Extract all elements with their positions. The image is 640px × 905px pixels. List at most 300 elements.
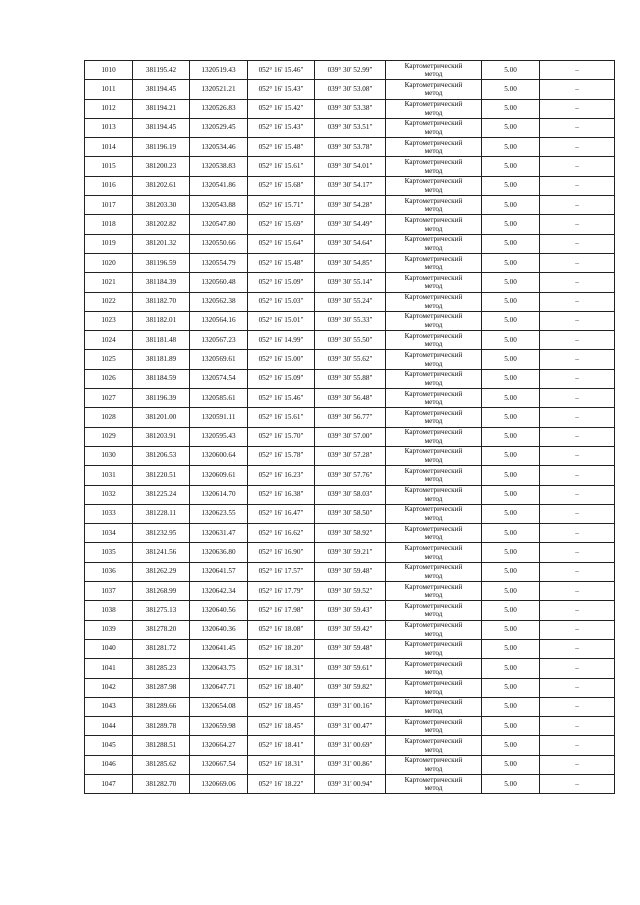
blank-cell: – [540,562,615,581]
point-number-cell: 1031 [85,466,133,485]
point-number-cell: 1033 [85,504,133,523]
latitude-cell: 052° 16' 14.99" [248,331,315,350]
point-number-cell: 1040 [85,639,133,658]
longitude-cell: 039° 30' 54.28" [315,196,386,215]
method-line-1: Картометрический [404,428,463,437]
method-cell [386,601,482,620]
method-line-2: метод [424,185,443,194]
accuracy-cell: 5.00 [482,504,540,523]
blank-cell: – [540,543,615,562]
coord-x-cell: 381184.39 [133,273,190,292]
coord-y-cell: 1320541.86 [190,176,248,195]
method-line-2: метод [424,475,443,484]
point-number-cell: 1030 [85,446,133,465]
method-line-1: Картометрический [404,312,463,321]
point-number-cell: 1041 [85,659,133,678]
method-line-1: Картометрический [404,698,463,707]
table-row [85,350,615,369]
method-line-1: Картометрический [404,466,463,475]
method-line-2: метод [424,166,443,175]
table-row [85,389,615,408]
latitude-cell: 052° 16' 15.68" [248,176,315,195]
blank-cell: – [540,273,615,292]
longitude-cell: 039° 31' 00.86" [315,755,386,774]
longitude-cell: 039° 31' 00.47" [315,717,386,736]
blank-cell: – [540,389,615,408]
coord-x-cell: 381203.30 [133,196,190,215]
point-number-cell: 1027 [85,389,133,408]
longitude-cell: 039° 30' 59.48" [315,639,386,658]
method-line-2: метод [424,513,443,522]
latitude-cell: 052° 16' 15.48" [248,138,315,157]
coord-y-cell: 1320609.61 [190,466,248,485]
table-row [85,697,615,716]
method-cell [386,736,482,755]
longitude-cell: 039° 30' 58.03" [315,485,386,504]
blank-cell: – [540,717,615,736]
coord-y-cell: 1320659.98 [190,717,248,736]
latitude-cell: 052° 16' 15.70" [248,427,315,446]
coord-y-cell: 1320654.08 [190,697,248,716]
table-row [85,427,615,446]
latitude-cell: 052° 16' 15.61" [248,157,315,176]
coord-y-cell: 1320669.06 [190,774,248,793]
method-line-2: метод [424,89,443,98]
point-number-cell: 1035 [85,543,133,562]
blank-cell: – [540,157,615,176]
coord-x-cell: 381182.01 [133,311,190,330]
coord-y-cell: 1320560.48 [190,273,248,292]
coord-y-cell: 1320640.56 [190,601,248,620]
table-row [85,524,615,543]
coord-y-cell: 1320564.16 [190,311,248,330]
coord-x-cell: 381196.19 [133,138,190,157]
method-cell [386,215,482,234]
longitude-cell: 039° 30' 55.62" [315,350,386,369]
accuracy-cell: 5.00 [482,446,540,465]
method-line-1: Картометрический [404,273,463,282]
latitude-cell: 052° 16' 18.41" [248,736,315,755]
blank-cell: – [540,215,615,234]
coord-y-cell: 1320631.47 [190,524,248,543]
blank-cell: – [540,292,615,311]
point-number-cell: 1010 [85,61,133,80]
point-number-cell: 1042 [85,678,133,697]
blank-cell: – [540,697,615,716]
method-line-1: Картометрический [404,659,463,668]
longitude-cell: 039° 30' 55.24" [315,292,386,311]
method-cell [386,138,482,157]
blank-cell: – [540,504,615,523]
coord-x-cell: 381289.78 [133,717,190,736]
table-row [85,99,615,118]
latitude-cell: 052° 16' 17.79" [248,582,315,601]
coord-x-cell: 381282.70 [133,774,190,793]
longitude-cell: 039° 30' 59.43" [315,601,386,620]
method-line-2: метод [424,321,443,329]
method-cell [386,331,482,350]
point-number-cell: 1032 [85,485,133,504]
coord-y-cell: 1320664.27 [190,736,248,755]
coord-y-cell: 1320614.70 [190,485,248,504]
method-line-1: Картометрический [404,331,463,340]
method-line-2: метод [424,591,443,600]
coord-x-cell: 381181.48 [133,331,190,350]
method-line-1: Картометрический [404,408,463,417]
coord-y-cell: 1320534.46 [190,138,248,157]
method-cell [386,678,482,697]
longitude-cell: 039° 30' 55.88" [315,369,386,388]
method-line-2: метод [424,205,443,214]
accuracy-cell: 5.00 [482,639,540,658]
accuracy-cell: 5.00 [482,99,540,118]
method-cell [386,157,482,176]
method-line-2: метод [424,668,443,677]
method-line-1: Картометрический [404,775,463,784]
method-cell [386,427,482,446]
point-number-cell: 1045 [85,736,133,755]
method-line-1: Картометрический [404,524,463,533]
blank-cell: – [540,369,615,388]
accuracy-cell: 5.00 [482,196,540,215]
accuracy-cell: 5.00 [482,118,540,137]
method-line-1: Картометрический [404,351,463,359]
method-cell [386,466,482,485]
method-line-2: метод [424,436,443,445]
accuracy-cell: 5.00 [482,369,540,388]
blank-cell: – [540,485,615,504]
coord-y-cell: 1320547.80 [190,215,248,234]
table-row [85,176,615,195]
point-number-cell: 1011 [85,80,133,99]
latitude-cell: 052° 16' 18.20" [248,639,315,658]
blank-cell: – [540,234,615,253]
point-number-cell: 1029 [85,427,133,446]
longitude-cell: 039° 31' 00.16" [315,697,386,716]
coord-x-cell: 381196.39 [133,389,190,408]
longitude-cell: 039° 30' 53.51" [315,118,386,137]
blank-cell: – [540,331,615,350]
longitude-cell: 039° 30' 59.82" [315,678,386,697]
longitude-cell: 039° 30' 57.76" [315,466,386,485]
accuracy-cell: 5.00 [482,215,540,234]
coordinates-table [84,60,615,794]
latitude-cell: 052° 16' 15.00" [248,350,315,369]
coord-y-cell: 1320647.71 [190,678,248,697]
method-line-2: метод [424,263,443,272]
coord-y-cell: 1320519.43 [190,61,248,80]
method-line-2: метод [424,282,443,291]
method-cell [386,389,482,408]
coord-x-cell: 381194.45 [133,80,190,99]
accuracy-cell: 5.00 [482,292,540,311]
longitude-cell: 039° 30' 56.77" [315,408,386,427]
method-cell [386,292,482,311]
longitude-cell: 039° 30' 54.01" [315,157,386,176]
point-number-cell: 1028 [85,408,133,427]
method-cell [386,61,482,80]
latitude-cell: 052° 16' 15.09" [248,273,315,292]
accuracy-cell: 5.00 [482,524,540,543]
latitude-cell: 052° 16' 18.31" [248,659,315,678]
method-cell [386,99,482,118]
latitude-cell: 052° 16' 18.40" [248,678,315,697]
coord-y-cell: 1320585.61 [190,389,248,408]
method-line-2: метод [424,359,443,368]
accuracy-cell: 5.00 [482,408,540,427]
table-row [85,562,615,581]
point-number-cell: 1014 [85,138,133,157]
method-cell [386,659,482,678]
method-line-1: Картометрический [404,235,463,244]
table-row [85,717,615,736]
point-number-cell: 1018 [85,215,133,234]
point-number-cell: 1012 [85,99,133,118]
table-row [85,504,615,523]
longitude-cell: 039° 30' 54.17" [315,176,386,195]
method-line-1: Картометрический [404,756,463,765]
table-row [85,369,615,388]
method-line-1: Картометрический [404,563,463,572]
latitude-cell: 052° 16' 15.46" [248,389,315,408]
longitude-cell: 039° 30' 58.50" [315,504,386,523]
point-number-cell: 1021 [85,273,133,292]
method-line-2: метод [424,378,443,387]
point-number-cell: 1026 [85,369,133,388]
accuracy-cell: 5.00 [482,755,540,774]
accuracy-cell: 5.00 [482,774,540,793]
table-row [85,234,615,253]
coord-x-cell: 381201.00 [133,408,190,427]
longitude-cell: 039° 30' 53.38" [315,99,386,118]
coord-y-cell: 1320667.54 [190,755,248,774]
accuracy-cell: 5.00 [482,253,540,272]
latitude-cell: 052° 16' 15.46" [248,61,315,80]
method-line-1: Картометрический [404,215,463,224]
blank-cell: – [540,311,615,330]
longitude-cell: 039° 30' 58.92" [315,524,386,543]
accuracy-cell: 5.00 [482,311,540,330]
coord-x-cell: 381278.20 [133,620,190,639]
table-row [85,196,615,215]
blank-cell: – [540,659,615,678]
point-number-cell: 1013 [85,118,133,137]
coord-x-cell: 381275.13 [133,601,190,620]
coord-x-cell: 381268.99 [133,582,190,601]
point-number-cell: 1015 [85,157,133,176]
point-number-cell: 1020 [85,253,133,272]
accuracy-cell: 5.00 [482,157,540,176]
method-cell [386,369,482,388]
coord-x-cell: 381203.91 [133,427,190,446]
method-line-1: Картометрический [404,389,463,398]
coord-x-cell: 381202.61 [133,176,190,195]
method-cell [386,234,482,253]
longitude-cell: 039° 30' 59.21" [315,543,386,562]
blank-cell: – [540,601,615,620]
method-cell [386,697,482,716]
table-row [85,61,615,80]
latitude-cell: 052° 16' 15.61" [248,408,315,427]
coord-x-cell: 381201.32 [133,234,190,253]
point-number-cell: 1022 [85,292,133,311]
accuracy-cell: 5.00 [482,80,540,99]
coord-x-cell: 381228.11 [133,504,190,523]
method-line-1: Картометрический [404,177,463,186]
coord-y-cell: 1320538.83 [190,157,248,176]
table-row [85,408,615,427]
table-row [85,215,615,234]
method-line-1: Картометрический [404,717,463,726]
longitude-cell: 039° 30' 59.52" [315,582,386,601]
method-line-1: Картометрический [404,582,463,591]
coord-x-cell: 381220.51 [133,466,190,485]
blank-cell: – [540,99,615,118]
blank-cell: – [540,176,615,195]
latitude-cell: 052° 16' 18.45" [248,717,315,736]
blank-cell: – [540,350,615,369]
coord-x-cell: 381206.53 [133,446,190,465]
coord-x-cell: 381262.29 [133,562,190,581]
longitude-cell: 039° 30' 55.33" [315,311,386,330]
point-number-cell: 1025 [85,350,133,369]
coord-x-cell: 381200.23 [133,157,190,176]
method-line-1: Картометрический [404,254,463,263]
latitude-cell: 052° 16' 18.08" [248,620,315,639]
table-row [85,736,615,755]
coord-y-cell: 1320543.88 [190,196,248,215]
table-row [85,331,615,350]
latitude-cell: 052° 16' 16.90" [248,543,315,562]
accuracy-cell: 5.00 [482,697,540,716]
coord-x-cell: 381194.45 [133,118,190,137]
latitude-cell: 052° 16' 15.48" [248,253,315,272]
method-line-2: метод [424,108,443,117]
point-number-cell: 1046 [85,755,133,774]
longitude-cell: 039° 30' 59.48" [315,562,386,581]
method-line-1: Картометрический [404,505,463,514]
longitude-cell: 039° 30' 53.08" [315,80,386,99]
method-cell [386,755,482,774]
latitude-cell: 052° 16' 18.31" [248,755,315,774]
coord-x-cell: 381241.56 [133,543,190,562]
longitude-cell: 039° 30' 54.49" [315,215,386,234]
coord-y-cell: 1320562.38 [190,292,248,311]
method-cell [386,118,482,137]
coord-y-cell: 1320641.45 [190,639,248,658]
coord-y-cell: 1320623.55 [190,504,248,523]
latitude-cell: 052° 16' 15.78" [248,446,315,465]
method-line-1: Картометрический [404,119,463,128]
longitude-cell: 039° 30' 55.50" [315,331,386,350]
longitude-cell: 039° 30' 54.85" [315,253,386,272]
coord-y-cell: 1320643.75 [190,659,248,678]
method-cell [386,524,482,543]
latitude-cell: 052° 16' 18.45" [248,697,315,716]
method-line-1: Картометрический [404,679,463,688]
method-line-1: Картометрический [404,601,463,610]
table-row [85,659,615,678]
latitude-cell: 052° 16' 16.62" [248,524,315,543]
coord-x-cell: 381285.23 [133,659,190,678]
blank-cell: – [540,755,615,774]
table-row [85,601,615,620]
method-line-2: метод [424,70,443,79]
point-number-cell: 1037 [85,582,133,601]
coord-x-cell: 381194.21 [133,99,190,118]
method-cell [386,80,482,99]
method-cell [386,562,482,581]
blank-cell: – [540,774,615,793]
method-cell [386,350,482,369]
accuracy-cell: 5.00 [482,601,540,620]
latitude-cell: 052° 16' 16.47" [248,504,315,523]
method-cell [386,774,482,793]
method-cell [386,408,482,427]
coord-x-cell: 381195.42 [133,61,190,80]
method-line-2: метод [424,784,443,793]
blank-cell: – [540,466,615,485]
coord-x-cell: 381184.59 [133,369,190,388]
point-number-cell: 1039 [85,620,133,639]
coord-y-cell: 1320574.54 [190,369,248,388]
coord-x-cell: 381181.89 [133,350,190,369]
accuracy-cell: 5.00 [482,485,540,504]
method-line-2: метод [424,649,443,658]
table-row [85,311,615,330]
method-cell [386,504,482,523]
accuracy-cell: 5.00 [482,659,540,678]
method-line-2: метод [424,552,443,561]
latitude-cell: 052° 16' 15.03" [248,292,315,311]
coord-x-cell: 381232.95 [133,524,190,543]
blank-cell: – [540,678,615,697]
accuracy-cell: 5.00 [482,466,540,485]
table-row [85,678,615,697]
longitude-cell: 039° 31' 00.69" [315,736,386,755]
method-cell [386,446,482,465]
point-number-cell: 1047 [85,774,133,793]
coord-x-cell: 381225.24 [133,485,190,504]
table-row [85,639,615,658]
method-line-2: метод [424,340,443,349]
accuracy-cell: 5.00 [482,543,540,562]
method-line-2: метод [424,147,443,156]
coord-y-cell: 1320636.80 [190,543,248,562]
table-row [85,292,615,311]
method-line-1: Картометрический [404,736,463,745]
point-number-cell: 1019 [85,234,133,253]
table-row [85,118,615,137]
table-row [85,755,615,774]
blank-cell: – [540,61,615,80]
table-row [85,80,615,99]
method-line-2: метод [424,417,443,426]
longitude-cell: 039° 30' 53.78" [315,138,386,157]
latitude-cell: 052° 16' 15.64" [248,234,315,253]
method-line-1: Картометрический [404,80,463,89]
blank-cell: – [540,408,615,427]
blank-cell: – [540,639,615,658]
method-line-2: метод [424,726,443,735]
method-line-1: Картометрический [404,621,463,630]
blank-cell: – [540,427,615,446]
longitude-cell: 039° 30' 52.99" [315,61,386,80]
latitude-cell: 052° 16' 17.98" [248,601,315,620]
coord-y-cell: 1320526.83 [190,99,248,118]
method-line-2: метод [424,128,443,137]
accuracy-cell: 5.00 [482,717,540,736]
